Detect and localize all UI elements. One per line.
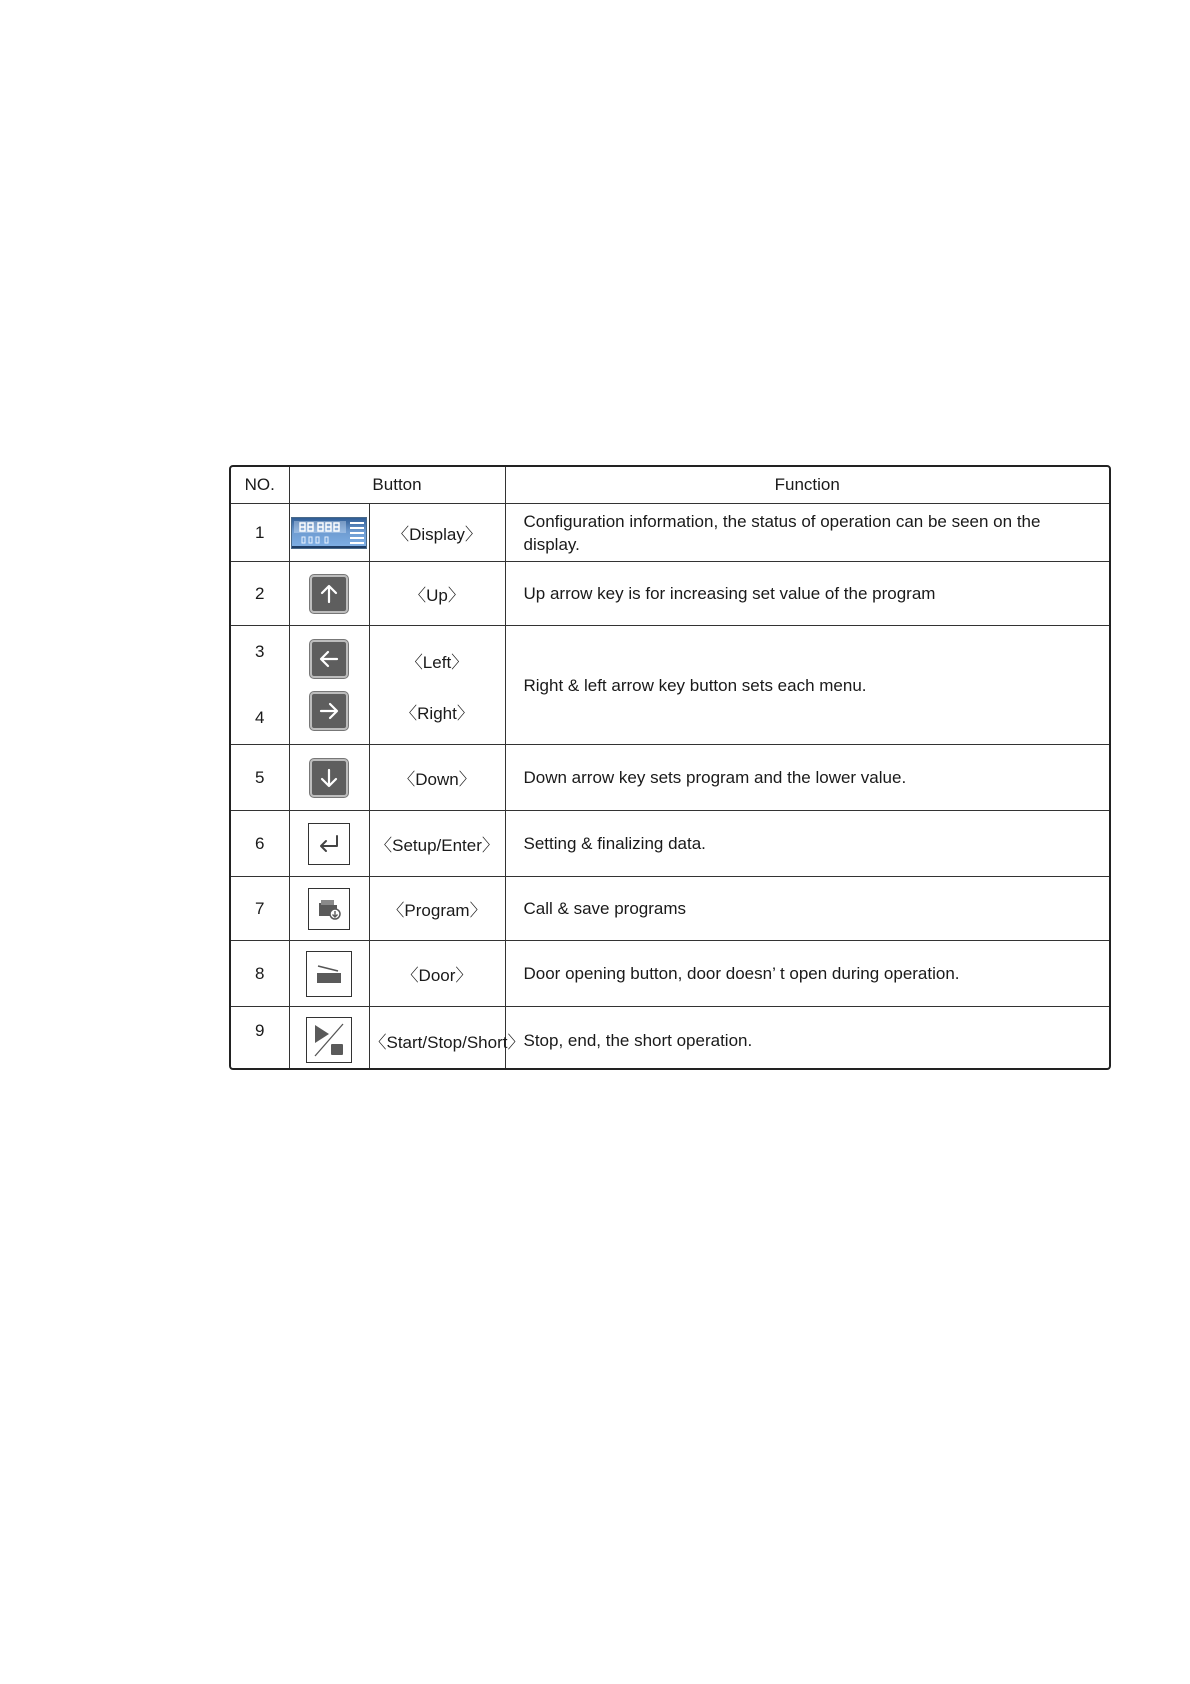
left-arrow-icon bbox=[310, 640, 348, 678]
enter-icon bbox=[308, 823, 350, 865]
row-function: Down arrow key sets program and the lower value. bbox=[505, 745, 1109, 811]
row-function: Up arrow key is for increasing set value of the program bbox=[505, 562, 1109, 626]
table-row bbox=[231, 877, 1109, 941]
row-number: 6 bbox=[231, 811, 289, 877]
row-number: 2 bbox=[231, 562, 289, 626]
row-function: Configuration information, the status of operation can be seen on the display. bbox=[505, 504, 1109, 562]
lcd-display-icon bbox=[291, 517, 367, 549]
row-number: 3 bbox=[255, 642, 265, 661]
door-icon bbox=[306, 951, 352, 997]
row-number: 9 bbox=[231, 1007, 289, 1071]
table-header-row bbox=[231, 467, 1109, 504]
row-function: Setting & finalizing data. bbox=[505, 811, 1109, 877]
up-arrow-icon bbox=[310, 575, 348, 613]
row-label: 〈Program〉 bbox=[369, 877, 505, 941]
header-no: NO. bbox=[231, 467, 289, 504]
row-label: 〈Display〉 bbox=[369, 504, 505, 562]
table-row bbox=[231, 626, 1109, 745]
row-label: 〈Down〉 bbox=[369, 745, 505, 811]
row-function: Right & left arrow key button sets each menu. bbox=[505, 626, 1109, 745]
table-row bbox=[231, 562, 1109, 626]
table-row bbox=[231, 941, 1109, 1007]
down-arrow-icon bbox=[310, 759, 348, 797]
header-function: Function bbox=[505, 467, 1109, 504]
row-number: 8 bbox=[231, 941, 289, 1007]
row-label: 〈Left〉 bbox=[405, 653, 469, 672]
row-label: 〈Up〉 bbox=[369, 562, 505, 626]
button-function-table bbox=[229, 465, 1111, 1070]
row-function: Door opening button, door doesn’ t open during operation. bbox=[505, 941, 1109, 1007]
row-function: Stop, end, the short operation. bbox=[505, 1007, 1109, 1071]
start-stop-icon bbox=[306, 1017, 352, 1063]
right-arrow-icon bbox=[310, 692, 348, 730]
row-label: 〈Door〉 bbox=[369, 941, 505, 1007]
table-row bbox=[231, 745, 1109, 811]
table-row bbox=[231, 504, 1109, 562]
row-number: 5 bbox=[231, 745, 289, 811]
row-number: 1 bbox=[231, 504, 289, 562]
row-label: 〈Start/Stop/Short〉 bbox=[369, 1007, 505, 1071]
row-label: 〈Setup/Enter〉 bbox=[369, 811, 505, 877]
table-row bbox=[231, 1007, 1109, 1071]
table-row bbox=[231, 811, 1109, 877]
button-table bbox=[231, 467, 1109, 1070]
row-number: 7 bbox=[231, 877, 289, 941]
header-button: Button bbox=[289, 467, 505, 504]
row-label: 〈Right〉 bbox=[400, 704, 474, 723]
row-number: 4 bbox=[255, 708, 265, 727]
row-function: Call & save programs bbox=[505, 877, 1109, 941]
program-icon bbox=[308, 888, 350, 930]
